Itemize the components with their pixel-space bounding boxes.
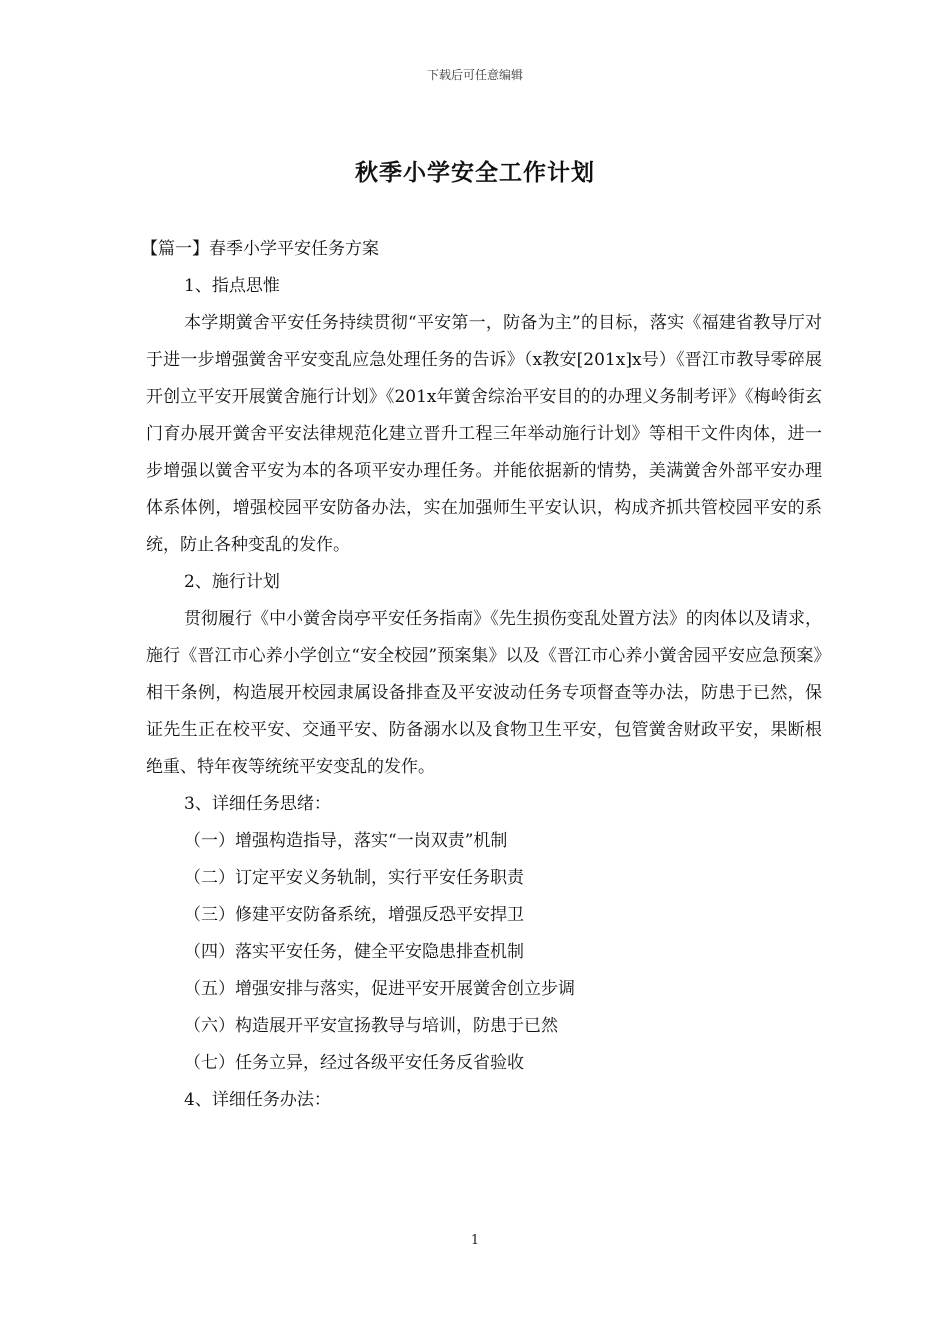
document-body [141, 231, 822, 1119]
paragraph-guiding-thought: 本学期黉舍平安任务持续贯彻“平安第一，防备为主”的目标，落实《福建省教导厅对于进一步增强黉舍平安变乱应急处理任务的告诉》（x教安[201x]x号）《晋江市教导零碎展开创立平安开展黉舍施行计划》《201x年黉舍综治平安目的的办理义务制考评》《梅岭街玄门育办展开黉舍平安法律规范化建立晋升工程三年举动施行计划》等相干文件肉体，进一步增强以黉舍平安为本的各项平安办理任务。并能依据新的情势，美满黉舍外部平安办理体系体例，增强校园平安防备办法，实在加强师生平安认识，构成齐抓共管校园平安的系统，防止各种变乱的发作。 [146, 313, 822, 555]
heading-work-measures: 4、详细任务办法： [184, 1090, 331, 1110]
section-heading: 【篇一】春季小学平安任务方案 [141, 239, 379, 259]
list-item: （五）增强安排与落实，促进平安开展黉舍创立步调 [184, 979, 575, 999]
list-item: （三）修建平安防备系统，增强反恐平安捍卫 [184, 905, 524, 925]
page-header: 下载后可任意编辑 [426, 68, 523, 82]
list-item: （四）落实平安任务，健全平安隐患排查机制 [184, 942, 524, 962]
list-item: （二）订定平安义务轨制，实行平安任务职责 [184, 868, 524, 888]
paragraph-implementation-plan: 贯彻履行《中小黉舍岗亭平安任务指南》《先生损伤变乱处置方法》的肉体以及请求，施行《晋江市心养小学创立“安全校园”预案集》以及《晋江市心养小黉舍园平安应急预案》相干条例，构造展开校园隶属设备排查及平安波动任务专项督查等办法，防患于已然，保证先生正在校平安、交通平安、防备溺水以及食物卫生平安，包管黉舍财政平安，果断根绝重、特年夜等统统平安变乱的发作。 [146, 609, 822, 777]
heading-guiding-thought: 1、指点思惟 [184, 276, 280, 296]
heading-implementation-plan: 2、施行计划 [184, 572, 280, 592]
page-number: 1 [470, 1233, 480, 1248]
list-item: （七）任务立异，经过各级平安任务反省验收 [184, 1053, 524, 1073]
document-title: 秋季小学安全工作计划 [355, 160, 595, 186]
list-item: （六）构造展开平安宣扬教导与培训，防患于已然 [184, 1016, 558, 1036]
heading-work-ideas: 3、详细任务思绪： [184, 794, 331, 814]
list-item: （一）增强构造指导，落实“一岗双责”机制 [184, 831, 508, 851]
